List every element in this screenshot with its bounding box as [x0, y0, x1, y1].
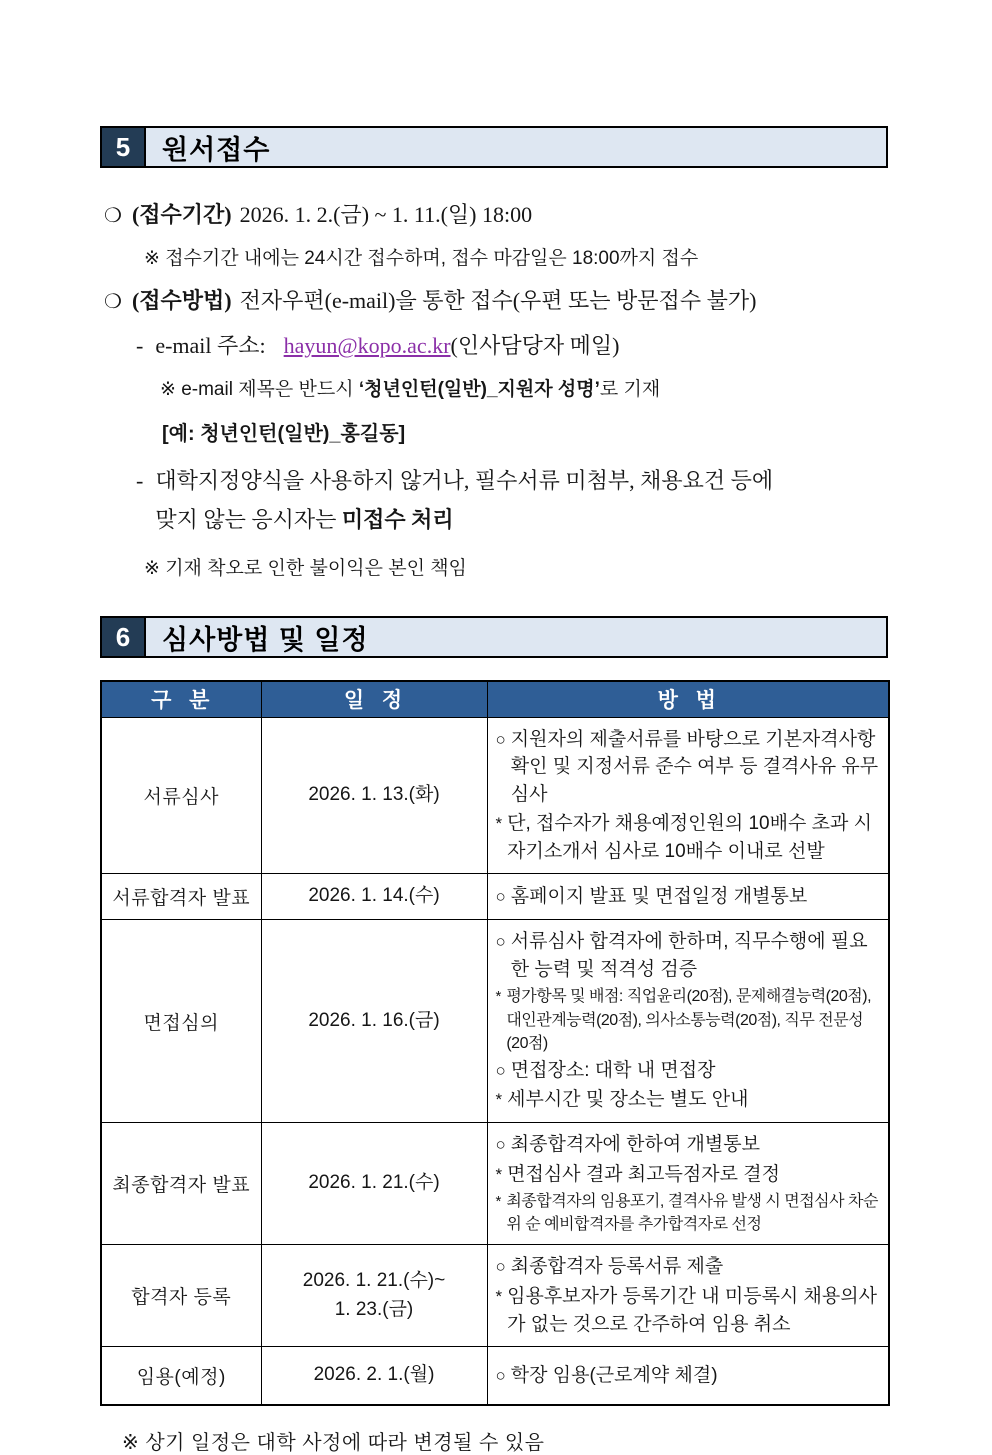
method-line: * 단, 접수자가 채용예정인원의 10배수 초과 시 자기소개서 심사로 10배수 이내로 선발 [495, 813, 872, 862]
asterisk-marker: * [495, 814, 503, 834]
row-methods [487, 920, 889, 1123]
method-line: * 평가항목 및 배점: 직업윤리(20점), 문제해결능력(20점), 대인관계능력(20점), 의사소통능력(20점), 직무 전문성(20점) [495, 988, 872, 1052]
email-subject-suffix: 로 기재 [599, 379, 661, 400]
dash-bullet: - [136, 468, 144, 493]
asterisk-marker: * [495, 1164, 503, 1184]
circle-marker: ○ [495, 886, 506, 906]
method-line: ○ 홈페이지 발표 및 면접일정 개별통보 [496, 883, 881, 911]
reception-period-line [104, 198, 888, 229]
row-category: 임용(예정) [101, 1347, 261, 1405]
email-address-link[interactable]: hayun@kopo.ac.kr [283, 333, 451, 358]
email-address-line [136, 329, 888, 360]
circle-marker: ○ [495, 729, 506, 749]
table-row [101, 1245, 889, 1347]
section5-header [100, 126, 888, 168]
circle-marker: ○ [495, 1060, 506, 1080]
schedule-change-footnote: ※ 상기 일정은 대학 사정에 따라 변경될 수 있음 [122, 1431, 545, 1454]
dash-bullet: - [136, 333, 144, 358]
circle-marker: ○ [495, 1365, 506, 1385]
reception-method-label: (접수방법) [131, 288, 232, 313]
table-row [101, 1122, 889, 1244]
email-subject-example: [예: 청년인턴(일반)_홍길동] [162, 423, 406, 445]
method-line: ○ 지원자의 제출서류를 바탕으로 기본자격사항 확인 및 지정서류 준수 여부 등 결격사유 유무 심사 [495, 728, 879, 805]
format-rule-bold: 미접수 처리 [341, 506, 454, 532]
document-content [100, 126, 888, 1455]
section5-title: 원서접수 [162, 134, 271, 165]
reception-period-label: (접수기간) [131, 202, 232, 227]
format-rule-line [136, 462, 888, 539]
reception-period-value: 2026. 1. 2.(금) ~ 1. 11.(일) 18:00 [239, 202, 533, 227]
row-category: 최종합격자 발표 [101, 1122, 261, 1244]
email-address-suffix: (인사담당자 메일) [450, 333, 620, 358]
method-line: ○ 학장 임용(근로계약 체결) [496, 1362, 881, 1390]
table-row [101, 717, 889, 874]
row-schedule: 2026. 2. 1.(월) [261, 1347, 487, 1405]
row-schedule: 2026. 1. 21.(수)~ 1. 23.(금) [261, 1245, 487, 1347]
column-header-schedule: 일 정 [261, 681, 487, 717]
section6-title: 심사방법 및 일정 [162, 624, 369, 655]
format-rule-text [155, 462, 773, 539]
method-line: * 최종합격자의 임용포기, 결격사유 발생 시 면접심사 차순위 순 예비합격자를 추가합격자로 선정 [495, 1193, 878, 1234]
circle-bullet-icon: ❍ [104, 205, 122, 227]
method-line: ○ 면접장소: 대학 내 면접장 [496, 1057, 881, 1085]
method-line: ○ 최종합격자 등록서류 제출 [496, 1253, 881, 1281]
table-row [101, 1347, 889, 1405]
row-schedule: 2026. 1. 14.(수) [261, 874, 487, 920]
row-methods [487, 874, 889, 920]
row-category: 합격자 등록 [101, 1245, 261, 1347]
reception-method-line [104, 284, 888, 315]
circle-bullet-icon: ❍ [104, 291, 122, 313]
asterisk-marker: * [495, 1193, 502, 1211]
row-methods [487, 1122, 889, 1244]
asterisk-marker: * [495, 1287, 503, 1306]
table-row [101, 920, 889, 1123]
circle-marker: ○ [495, 1257, 506, 1277]
email-subject-note [160, 374, 888, 401]
section6-header [100, 616, 888, 658]
row-methods [487, 717, 889, 874]
row-category: 서류심사 [101, 717, 261, 874]
method-line: ○ 서류심사 합격자에 한하며, 직무수행에 필요한 능력 및 적격성 검증 [495, 931, 868, 980]
method-line: ○ 최종합격자에 한하여 개별통보 [496, 1131, 881, 1159]
schedule-table [100, 680, 890, 1406]
circle-marker: ○ [495, 932, 506, 952]
reception-period-note: ※ 접수기간 내에는 24시간 접수하며, 접수 마감일은 18:00까지 접수 [144, 248, 699, 269]
row-methods [487, 1347, 889, 1405]
email-subject-prefix: ※ e-mail 제목은 반드시 [160, 379, 359, 400]
method-line: * 임용후보자가 등록기간 내 미등록시 채용의사가 없는 것으로 간주하여 임용 취소 [495, 1286, 877, 1335]
asterisk-marker: * [495, 1090, 503, 1110]
mistake-note: ※ 기재 착오로 인한 불이익은 본인 책임 [144, 558, 467, 579]
column-header-category: 구 분 [101, 681, 261, 717]
email-subject-format: ‘청년인턴(일반)_지원자 성명’ [358, 379, 600, 400]
table-header-row [101, 681, 889, 717]
circle-marker: ○ [495, 1134, 506, 1154]
email-address-label: e-mail 주소: [155, 333, 266, 358]
row-methods [487, 1245, 889, 1347]
section6-number-badge: 6 [102, 618, 146, 656]
format-rule-line1: 대학지정양식을 사용하지 않거나, 필수서류 미첨부, 채용요건 등에 [155, 468, 774, 493]
section5-number-badge: 5 [102, 128, 146, 166]
asterisk-marker: * [495, 988, 502, 1006]
row-schedule: 2026. 1. 13.(화) [261, 717, 487, 874]
method-line: * 면접심사 결과 최고득점자로 결정 [496, 1161, 881, 1189]
column-header-method: 방 법 [487, 681, 889, 717]
method-line: * 세부시간 및 장소는 별도 안내 [496, 1086, 881, 1114]
format-rule-line2: 맞지 않는 응시자는 [155, 506, 342, 532]
reception-method-value: 전자우편(e-mail)을 통한 접수(우편 또는 방문접수 불가) [239, 288, 757, 313]
row-schedule: 2026. 1. 16.(금) [261, 920, 487, 1123]
row-category: 서류합격자 발표 [101, 874, 261, 920]
row-category: 면접심의 [101, 920, 261, 1123]
table-row [101, 874, 889, 920]
row-schedule: 2026. 1. 21.(수) [261, 1122, 487, 1244]
section5-body [100, 168, 888, 598]
